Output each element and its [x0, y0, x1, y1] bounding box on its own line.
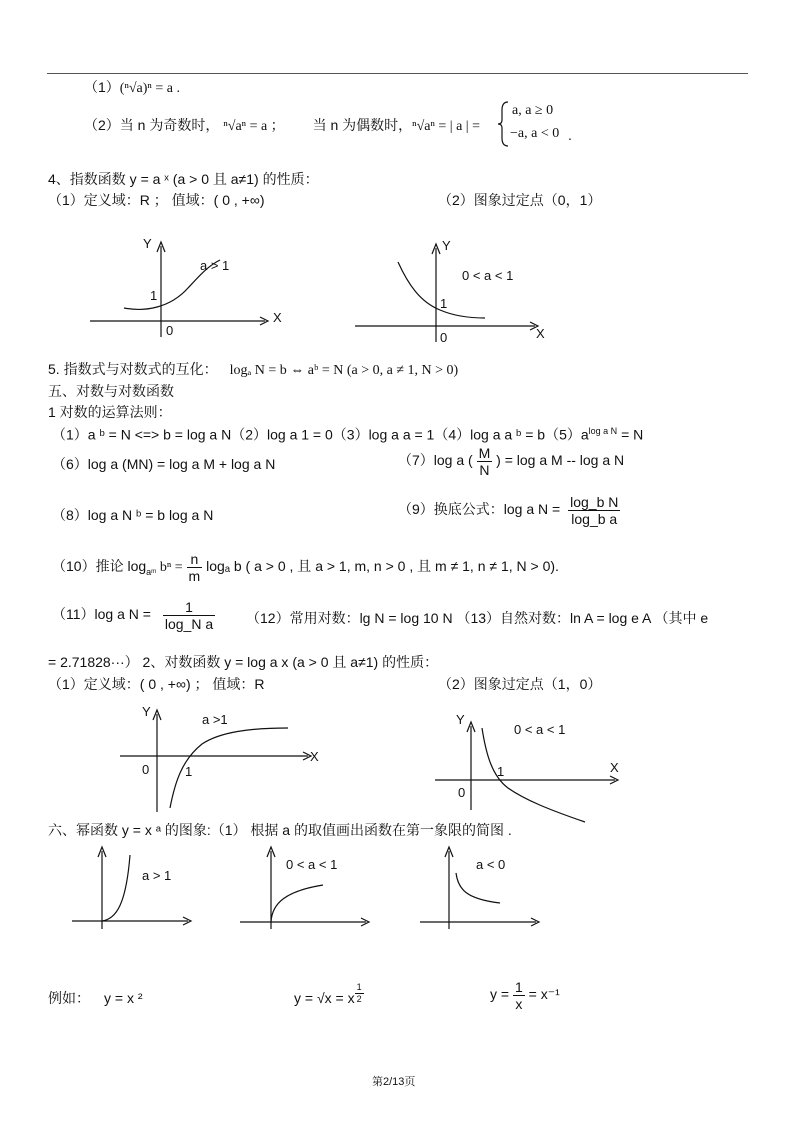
y-label: Y [456, 712, 465, 727]
condition-label: 0 < a < 1 [514, 722, 566, 737]
condition-label: a > 1 [200, 258, 230, 273]
example-square: y = x ² [104, 990, 143, 1006]
example-label: 例如： [48, 990, 90, 1006]
origin-label: 0 [166, 323, 174, 338]
exp-graph-0-lt-a-lt-1 [350, 234, 550, 344]
log-graph-a-gt-1 [110, 700, 330, 815]
example-sqrt: y = √x = x $\frac{1}{2}$ [294, 982, 362, 1006]
section-title-log: 五、对数与对数函数 [48, 383, 174, 399]
exp-domain: （1）定义域：R ； 值域：( 0 , +∞) [48, 192, 265, 208]
power-curve-hyperbola [456, 873, 500, 903]
power-heading: 六、幂函数 y = x ᵃ 的图象:（1） 根据 a 的取值画出函数在第一象限的简图 . [48, 822, 512, 838]
log-rule-12-13: （12）常用对数：lg N = log 10 N （13）自然对数：ln A = log e A （其中 e [246, 610, 709, 626]
log-rule-8: （8）log a N ᵇ = b log a N [52, 507, 214, 523]
x-label: X [310, 749, 319, 764]
origin-label: 0 [458, 785, 466, 800]
page-number: 第2/13页 [372, 1076, 416, 1088]
condition-label: a > 1 [142, 868, 172, 883]
intercept-label: 1 [185, 764, 193, 779]
log-rule-6: （6）log a (MN) = log a M + log a N [52, 456, 276, 472]
case-dot: . [568, 127, 572, 143]
origin-label: 0 [142, 762, 150, 777]
condition-label: 0 < a < 1 [462, 268, 514, 283]
log-rules-title: 1 对数的运算法则： [48, 404, 172, 420]
exp-fixed-point: （2）图象过定点（0，1） [438, 192, 602, 208]
log-fixed-point: （2）图象过定点（1，0） [438, 676, 602, 692]
power-graph-a-gt-1 [70, 845, 200, 930]
log-rules-1-5: （1）a ᵇ = N <=> b = log a N（2）log a 1 = 0（3）log a a = 1（4）log a a ᵇ = $b(5)a^{log a N} = N$ [52, 426, 644, 443]
y-label: Y [142, 704, 151, 719]
log-rule-9: （9）换底公式：log a N = $\frac{\text{log\_b N}}{\text{log\_b a}}$ [398, 494, 619, 527]
power-curve-convex [102, 855, 130, 921]
condition-label: a < 0 [476, 857, 506, 872]
power-curve-concave [271, 885, 323, 922]
origin-label: 0 [440, 330, 448, 345]
y-label: Y [442, 238, 451, 253]
intercept-label: 1 [440, 296, 448, 311]
conversion-line: 5. 指数式与对数式的互化： logₐ N = b ⇔ aᵇ = N (a > 0, a ≠ 1, N > 0) [48, 361, 459, 378]
condition-label: a >1 [202, 712, 228, 727]
intercept-label: 1 [150, 288, 158, 303]
top-rule [47, 73, 748, 74]
case-nonneg: a, a ≥ 0 [512, 103, 554, 118]
log-rule-7: （7）log a ( $\frac{M}{N}$ ) = log a M -- log a N [398, 445, 625, 478]
x-label: X [610, 760, 619, 775]
power-graph-a-lt-0 [418, 845, 548, 930]
formula-line-2: （2）当 n 为奇数时， ⁿ√aⁿ = a ； 当 n 为偶数时，ⁿ√aⁿ = | a | = [84, 117, 480, 134]
example-reciprocal: y = $\frac{1}{x}$ = x⁻¹ [490, 979, 560, 1012]
x-label: X [536, 326, 545, 341]
exp-heading: 4、指数函数 y = a ˣ (a > 0 且 a≠1) 的性质： [48, 171, 319, 187]
piecewise-brace [498, 100, 510, 148]
log-rule-10: （10）推论 $\log_{aᵐ} b^n$ = $\frac{n}{m}$ logₐ b ( a > 0 , 且 a > 1, m, n > 0 , 且 m ≠ 1, n ≠ 1, N > 0). [52, 551, 559, 584]
y-label: Y [143, 236, 152, 251]
power-graph-0-lt-a-lt-1 [238, 845, 378, 930]
formula-line-1: （1）(ⁿ√a)ⁿ = a . [84, 79, 180, 96]
x-label: X [273, 310, 282, 325]
intercept-label: 1 [497, 764, 505, 779]
condition-label: 0 < a < 1 [286, 857, 338, 872]
exp-graph-a-gt-1 [80, 232, 280, 342]
log-domain: （1）定义域：( 0 , +∞) ； 值域：R [48, 676, 265, 692]
log-graph-0-lt-a-lt-1 [430, 710, 630, 825]
log-fn-heading: = 2.71828···） 2、对数函数 y = log a x (a > 0 且 a≠1) 的性质： [48, 654, 439, 670]
case-neg: −a, a < 0 [510, 126, 560, 141]
log-rule-11: （11）log a N = $\frac{1}{\text{log\_N a}}$ [52, 599, 214, 632]
